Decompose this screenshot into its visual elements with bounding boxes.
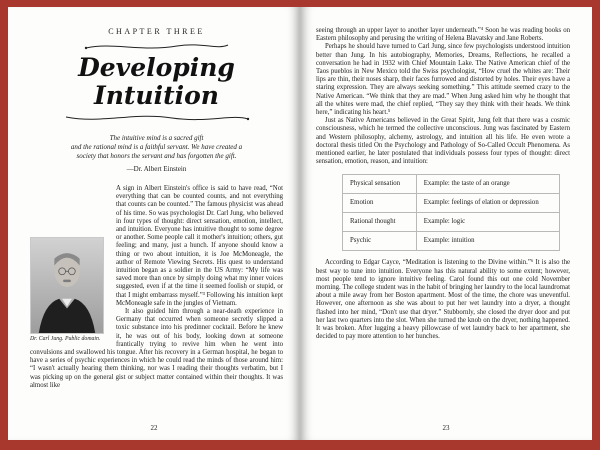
table-cell-example: Example: logic: [416, 213, 559, 232]
flourish-bottom-icon: [62, 112, 252, 124]
body-paragraph: Perhaps he should have turned to Carl Jung, since few psychologists understood intuition better than Jung. In his autobiography, Memories, Dreams, Reflections, he recalled a conversation he had in 1932 with Chief Mountain Lake. The Native American chief of the Taos pueblos in New Mexico told the Swiss psychologist, “How cruel the whites are: Their lips are thin, their noses sharp, their faces furrowed and distorted by holes. Their eyes have a staring expression. They are always seeking something.” This attitude seemed crazy to the Native American. “We think that they are mad.” When Jung asked him why he thought that all the whites were mad, the chief replied, “They say they think with their heads. We think here,” indicating his heart.⁵: [316, 43, 570, 117]
right-page-body: [316, 27, 570, 341]
title-block: [30, 42, 283, 124]
right-page: [300, 7, 592, 440]
table-cell-type: Physical sensation: [343, 175, 417, 194]
table-cell-example: Example: feelings of elation or depression: [416, 194, 559, 213]
table-cell-type: Psychic: [343, 232, 417, 251]
table-row: [343, 194, 560, 213]
page-number: 22: [150, 424, 158, 432]
chapter-label: CHAPTER THREE: [108, 27, 205, 36]
table-cell-example: Example: intuition: [416, 232, 559, 251]
epigraph: [30, 134, 283, 174]
epigraph-line: and the rational mind is a faithful servant. We have created a: [70, 143, 243, 151]
body-paragraph: seeing through an upper layer to another layer underneath.”⁴ Soon he was reading books on Eastern philosophy and perusing the writing of Helena Blavatsky and Jane Roberts.: [316, 27, 570, 43]
table-cell-type: Emotion: [343, 194, 417, 213]
table-cell-example: Example: the taste of an orange: [416, 175, 559, 194]
table-row: [343, 175, 560, 194]
table-row: [343, 232, 560, 251]
photo-figure: [30, 185, 108, 343]
carl-jung-portrait-photo: [30, 237, 104, 334]
table-cell-type: Rational thought: [343, 213, 417, 232]
epigraph-attribution: —Dr. Albert Einstein: [126, 165, 187, 173]
body-paragraph: According to Edgar Cayce, “Meditation is listening to the Divine within.”⁶ It is also the best way to tune into intuition. Everyone has this natural ability to some extent; however, most people tend to ignore intuitive feeling. Carol found this out one cold November morning. The college student was in the habit of bringing her laundry to the local laundromat about a mile away from her Boston apartment. Most of the time, the chore was uneventful. However, one afternoon as she was about to put her wet laundry into a dryer, a thought flashed into her mind, “Don't use that dryer.” Stubbornly, she closed the dryer door and put her last two quarters into the slot. When she turned the knob on the dryer, nothing happened. It was broken. After lugging a heavy pillowcase of wet laundry back to her apartment, she decided to pay more attention to her hunches.: [316, 259, 570, 341]
epigraph-line: society that honors the servant and has forgotten the gift.: [76, 152, 237, 160]
thought-types-table: [342, 174, 560, 251]
left-page: [8, 7, 300, 440]
photo-caption: Dr. Carl Jung. Public domain.: [30, 336, 101, 342]
table-row: [343, 213, 560, 232]
chapter-title: Developing Intuition: [78, 53, 235, 110]
left-page-body: [30, 185, 283, 390]
flourish-top-icon: [82, 42, 232, 52]
body-paragraph: A sign in Albert Einstein's office is said to have read, “Not everything that can be counted counts, and not everything that counts can be counted.” The famous physicist was ahead of his time. So was psychologist Dr. Carl Jung, who believed in four types of thought: direct sensation, emotion, intellect, and intuition. Everyone has intuitive thought to some degree or another. Some people call it mother's intuition; others, gut feeling; and many, just a hunch. If anyone should know a thing or two about intuition, it is Joe McMoneagle, the author of Remote Viewing Secrets. His quest to understand intuition began as a soldier in the US Army: “My life was saved more than once by simply doing what my inner voices suggested, even if at the time it seemed foolish or stupid, or that I might embarrass myself.”³ Following his intuition kept McMoneagle safe in the jungles of Vietnam.: [116, 185, 283, 307]
body-paragraph: It also guided him through a near-death experience in Germany that occurred when someone secretly slipped a toxic substance into his predinner cocktail. Before he knew it, he was out of his body, looking down at someone frantically trying to revive him when he went into convulsions and swallowed his tongue. After his recovery in a German hospital, he began to have a series of psychic experiences in which he could read the minds of those around him: “I wasn't actually hearing them thinking, nor was I reading their thoughts verbatim, but I was picking up on the general gist or subject matter contained within their thoughts. It was almost like: [30, 308, 283, 389]
epigraph-line: The intuitive mind is a sacred gift: [109, 134, 204, 142]
body-paragraph: Just as Native Americans believed in the Great Spirit, Jung felt that there was a cosmic consciousness, which he termed the collective unconscious. Jung was fascinated by Eastern and Western philosophy, alchemy, astrology, and intuition all his life. He even wrote a doctoral thesis titled On the Psychology and Pathology of So-Called Occult Phenomena. As mentioned earlier, he later postulated that individuals possess four types of thought: direct sensation, emotion, reason, and intuition:: [316, 117, 570, 166]
page-number: 23: [442, 424, 450, 432]
